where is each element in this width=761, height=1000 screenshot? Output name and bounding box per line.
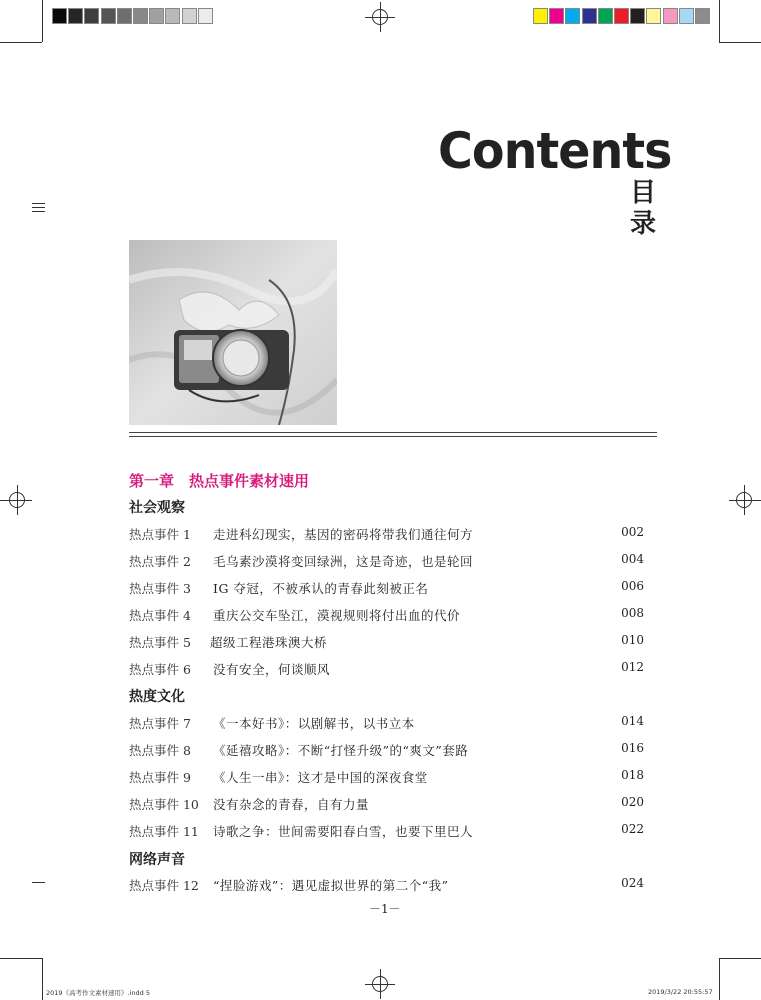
color-swatch — [533, 8, 548, 24]
toc-entry-title: 重庆公交车坠江，漠视规则将付出血的代价 — [213, 608, 461, 623]
toc-entry-label: 热点事件 8 — [129, 743, 191, 758]
toc-entry[interactable] — [129, 768, 644, 788]
camera-illustration — [129, 240, 337, 425]
toc-entry-title: 《人生一串》：这才是中国的深夜食堂 — [213, 770, 428, 785]
section-title: 社会观察 — [129, 500, 185, 516]
toc-entry[interactable] — [129, 714, 644, 734]
toc-entry-title: 没有安全，何谈顺风 — [213, 662, 331, 677]
chapter-heading: 第一章 热点事件素材速用 — [129, 472, 310, 490]
toc-entry-title: 《一本好书》：以剧解书，以书立本 — [213, 716, 415, 731]
toc-entry-label: 热点事件 4 — [129, 608, 191, 623]
toc-entry-title: 没有杂念的青春，自有力量 — [213, 797, 370, 812]
toc-entry-label: 热点事件 2 — [129, 554, 191, 569]
toc-entry-label: 热点事件 11 — [129, 824, 199, 839]
color-swatch — [695, 8, 710, 24]
toc-entry[interactable] — [129, 876, 644, 896]
toc-entry-page: 024 — [621, 876, 644, 890]
toc-entry-label: 热点事件 10 — [129, 797, 199, 812]
toc-entry[interactable] — [129, 579, 644, 599]
toc-entry[interactable] — [129, 633, 644, 653]
toc-entry-label: 热点事件 6 — [129, 662, 191, 677]
contents-title-chinese: 目录 — [630, 178, 657, 239]
toc-entry-title: 超级工程港珠澳大桥 — [210, 635, 328, 650]
toc-entry[interactable] — [129, 822, 644, 842]
toc-entry-label: 热点事件 1 — [129, 527, 191, 542]
color-swatch — [630, 8, 645, 24]
color-swatch — [598, 8, 613, 24]
toc-entry-page: 012 — [621, 660, 644, 674]
toc-entry-label: 热点事件 9 — [129, 770, 191, 785]
color-swatch — [582, 8, 597, 24]
page-number: －1－ — [369, 902, 401, 916]
toc-entry-title: 《延禧攻略》：不断“打怪升级”的“爽文”套路 — [213, 743, 469, 758]
color-swatch — [663, 8, 678, 24]
toc-entry-title: IG 夺冠，不被承认的青春此刻被正名 — [213, 581, 429, 596]
toc-entry[interactable] — [129, 606, 644, 626]
divider-rule-top — [129, 432, 657, 433]
gray-swatch — [133, 8, 148, 24]
toc-entry-title: “捏脸游戏”：遇见虚拟世界的第二个“我” — [213, 878, 449, 893]
gray-swatch — [182, 8, 197, 24]
toc-entry-page: 016 — [621, 741, 644, 755]
gray-swatch — [165, 8, 180, 24]
toc-entry-page: 002 — [621, 525, 644, 539]
footer-timestamp: 2019/3/22 20:55:57 — [648, 988, 713, 996]
toc-entry-title: 毛乌素沙漠将变回绿洲，这是奇迹，也是轮回 — [213, 554, 474, 569]
toc-entry[interactable] — [129, 525, 644, 545]
toc-entry-page: 022 — [621, 822, 644, 836]
gray-swatch — [84, 8, 99, 24]
toc-entry-title: 诗歌之争：世间需要阳春白雪，也要下里巴人 — [213, 824, 474, 839]
gray-swatch — [117, 8, 132, 24]
toc-entry-title: 走进科幻现实，基因的密码将带我们通往何方 — [213, 527, 474, 542]
gray-swatch — [68, 8, 83, 24]
gray-swatch — [101, 8, 116, 24]
registration-mark-top — [372, 9, 388, 25]
toc-entry-page: 004 — [621, 552, 644, 566]
toc-entry-label: 热点事件 7 — [129, 716, 191, 731]
contents-title: Contents — [438, 122, 672, 180]
toc-entry[interactable] — [129, 552, 644, 572]
gray-swatch — [198, 8, 213, 24]
toc-entry-page: 018 — [621, 768, 644, 782]
section-title: 网络声音 — [129, 852, 185, 868]
color-swatch — [679, 8, 694, 24]
section-title: 热度文化 — [129, 689, 185, 705]
divider-rule-bottom — [129, 436, 657, 437]
footer-file-info: 2019《高考作文素材速用》.indd 5 — [46, 989, 150, 997]
toc-entry-page: 010 — [621, 633, 644, 647]
toc-entry-page: 014 — [621, 714, 644, 728]
color-swatch — [565, 8, 580, 24]
toc-entry-label: 热点事件 12 — [129, 878, 199, 893]
color-swatch — [646, 8, 661, 24]
toc-entry[interactable] — [129, 660, 644, 680]
toc-entry-page: 008 — [621, 606, 644, 620]
color-swatch — [614, 8, 629, 24]
registration-mark-left — [9, 492, 25, 508]
toc-entry-label: 热点事件 5 — [129, 635, 191, 650]
toc-entry-page: 006 — [621, 579, 644, 593]
gray-swatch — [149, 8, 164, 24]
registration-mark-right — [736, 492, 752, 508]
color-swatch — [549, 8, 564, 24]
toc-entry[interactable] — [129, 741, 644, 761]
toc-entry-label: 热点事件 3 — [129, 581, 191, 596]
gray-swatch — [52, 8, 67, 24]
registration-mark-bottom — [372, 976, 388, 992]
camera-photo — [129, 240, 337, 425]
toc-entry-page: 020 — [621, 795, 644, 809]
toc-entry[interactable] — [129, 795, 644, 815]
